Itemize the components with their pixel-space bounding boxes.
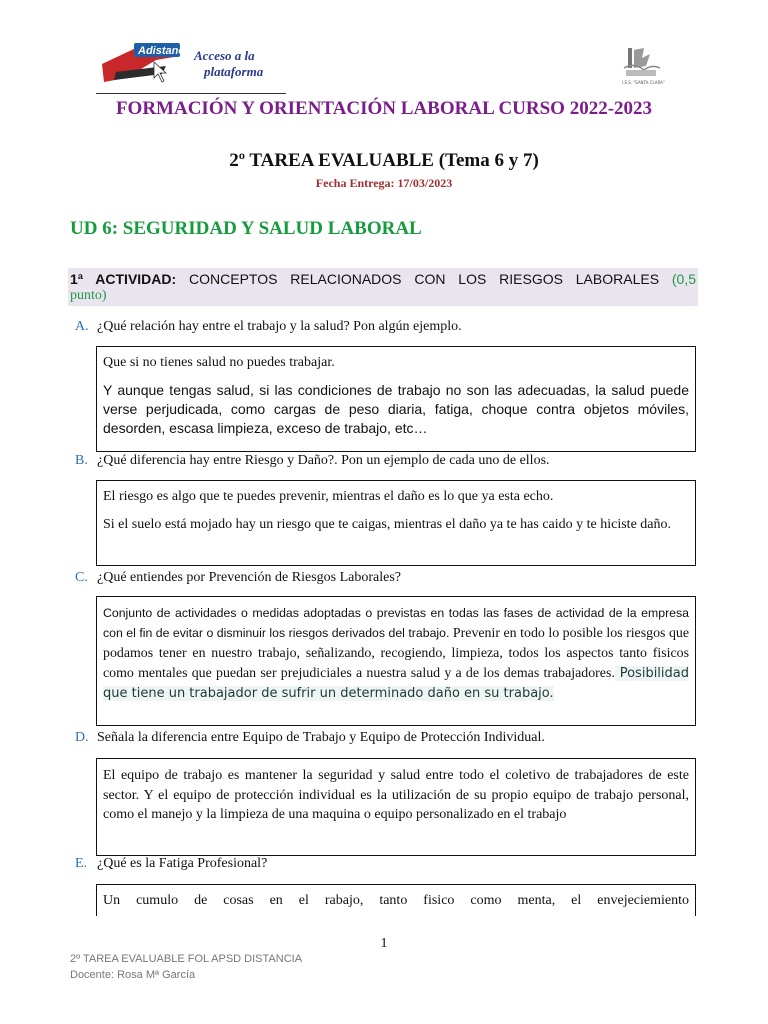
footer-line: Docente: Rosa Mª García bbox=[70, 969, 196, 981]
question-e bbox=[75, 855, 267, 873]
logo-underline bbox=[96, 93, 286, 94]
activity-points-unit: punto) bbox=[70, 288, 107, 303]
school-seal-logo bbox=[620, 46, 670, 86]
question-c bbox=[75, 569, 401, 587]
svg-text:I.E.S. "SANTA CLARA": I.E.S. "SANTA CLARA" bbox=[622, 80, 665, 85]
answer-paragraph: El riesgo es algo que te puedes prevenir, mientras el daño es lo que ya esta echo. bbox=[103, 489, 554, 504]
question-text: ¿Qué diferencia hay entre Riesgo y Daño?. Pon un ejemplo de cada uno de ellos. bbox=[97, 453, 550, 468]
answer-paragraph: Que si no tienes salud no puedes trabajar. bbox=[103, 355, 335, 370]
question-text: ¿Qué relación hay entre el trabajo y la salud? Pon algún ejemplo. bbox=[97, 319, 462, 334]
answer-paragraph: Y aunque tengas salud, si las condiciones de trabajo no son las adecuadas, la salud puede verse perjudicada, como cargas de peso diaria, fatiga, choque contra objetos móviles, desorden, escasa limpieza, exceso de trabajo, etc… bbox=[103, 382, 689, 436]
question-letter: B. bbox=[75, 453, 88, 468]
answer-box-c[interactable] bbox=[96, 596, 696, 726]
due-date: Fecha Entrega: 17/03/2023 bbox=[315, 176, 453, 190]
question-letter: E. bbox=[75, 856, 88, 871]
question-letter: D. bbox=[75, 730, 89, 745]
activity-points: (0,5 bbox=[671, 271, 696, 287]
question-letter: C. bbox=[75, 570, 88, 585]
answer-box-b[interactable] bbox=[96, 480, 696, 566]
activity-banner bbox=[68, 268, 698, 306]
activity-text: CONCEPTOS RELACIONADOS CON LOS RIESGOS LABORALES bbox=[189, 271, 660, 287]
page-number: 1 bbox=[380, 936, 388, 951]
question-text: Señala la diferencia entre Equipo de Trabajo y Equipo de Protección Individual. bbox=[97, 730, 545, 745]
svg-text:plataforma: plataforma bbox=[204, 64, 264, 79]
answer-highlight: Posibilidad que tiene un trabajador de sufrir un determinado daño en su trabajo. bbox=[103, 666, 690, 701]
unit-heading: UD 6: SEGURIDAD Y SALUD LABORAL bbox=[70, 218, 422, 239]
answer-box-e[interactable] bbox=[96, 884, 696, 916]
answer-paragraph: Si el suelo está mojado hay un riesgo que te caigas, mientras el daño ya te has caido y te hiciste daño. bbox=[103, 517, 671, 532]
answer-box-a[interactable] bbox=[96, 346, 696, 452]
task-title: 2º TAREA EVALUABLE (Tema 6 y 7) bbox=[229, 150, 539, 171]
question-letter: A. bbox=[75, 319, 89, 334]
answer-own-words: Prevenir en todo lo posible los riesgos que podamos tener en nuestro trabajo, señalizando, recogiendo, limpieza, todos los aspectos tanto fisicos como mentales que puedan ser prejudiciales a nuestra salud y a de los demas trabajadores. bbox=[103, 626, 689, 681]
answer-paragraph: El equipo de trabajo es mantener la seguridad y salud entre todo el coletivo de trabajadores de este sector. Y el equipo de protección individual es la utilización de su propio equipo de trabajo personal, como el manejo y la limpieza de una maquina o equipo personalizado en el trabajo bbox=[103, 768, 689, 822]
adistancia-logo bbox=[96, 38, 291, 98]
document-title: FORMACIÓN Y ORIENTACIÓN LABORAL CURSO 2022-2023 bbox=[115, 98, 653, 119]
activity-line bbox=[70, 269, 696, 289]
svg-text:Adistancia: Adistancia bbox=[138, 45, 194, 57]
svg-text:Acceso a la: Acceso a la bbox=[194, 48, 255, 63]
page-footer bbox=[70, 951, 302, 983]
question-d bbox=[75, 729, 545, 747]
activity-label: 1ª ACTIVIDAD: bbox=[70, 271, 177, 287]
question-text: ¿Qué es la Fatiga Profesional? bbox=[97, 856, 268, 871]
answer-definition: Conjunto de actividades o medidas adoptadas o previstas en todas las fases de actividad de la empresa con el fin de evitar o disminuir los riesgos derivados del trabajo. bbox=[103, 606, 689, 640]
answer-box-d[interactable] bbox=[96, 758, 696, 856]
answer-paragraph: Un cumulo de cosas en el rabajo, tanto fisico como menta, el envejeciemiento bbox=[103, 893, 689, 908]
question-text: ¿Qué entiendes por Prevención de Riesgos Laborales? bbox=[97, 570, 402, 585]
question-a bbox=[75, 318, 462, 336]
question-b bbox=[75, 452, 550, 470]
footer-line: 2º TAREA EVALUABLE FOL APSD DISTANCIA bbox=[70, 953, 303, 965]
